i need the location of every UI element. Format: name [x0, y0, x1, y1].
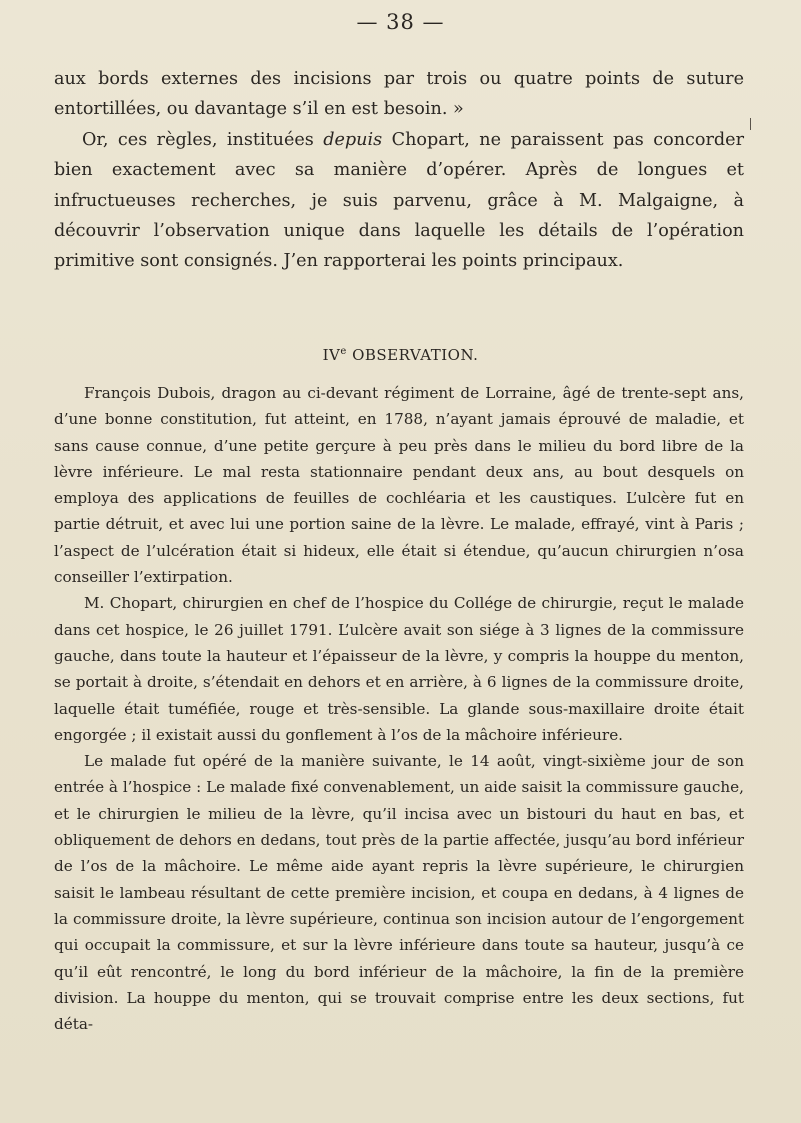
section-heading [0, 346, 801, 364]
intro-paragraph-2-end: Chopart, ne paraissent pas concorder bien exactement avec sa manière d’opérer. Après de longues et infructueuses recherches, je suis parvenu, grâce à M. Malgaigne, à découvrir l’observation unique dans laquelle les détails de l’opération primitive sont consignés. J’en rapporterai les points principaux. [54, 129, 744, 272]
observation-paragraph-3: Le malade fut opéré de la manière suivante, le 14 août, vingt-sixième jour de son entrée à l’hospice : Le malade fixé convenablement, un aide saisit la commissure gauche, et le chirurgien le milieu de la lèvre, qu’il incisa avec un bistouri du haut en bas, et obliquement de dehors en dedans, tout près de la partie affectée, jusqu’au bord inférieur de l’os de la mâchoire. Le même aide ayant repris la lèvre supérieure, le chirurgien saisit le lambeau résultant de cette première incision, et coupa en dedans, à 4 lignes de la commissure droite, la lèvre supérieure, continua son incision autour de l’engorgement qui occupait la commissure, et sur la lèvre inférieure dans toute sa hauteur, jusqu’à ce qu’il eût rencontré, le long du bord inférieur de la mâchoire, la fin de la première division. La houppe du menton, qui se trouvait comprise entre les deux sections, fut déta- [54, 752, 745, 1034]
intro-text [54, 64, 744, 277]
observation-paragraph-2: M. Chopart, chirurgien en chef de l’hospice du Collége de chirurgie, reçut le malade dans cet hospice, le 26 juillet 1791. L’ulcère avait son siége à 3 lignes de la commissure gauche, dans toute la hauteur et l’épaisseur de la lèvre, y compris la houppe du menton, se portait à droite, s’étendait en dehors et en arrière, à 6 lignes de la commissure droite, laquelle était tuméfiée, rouge et très-sensible. La glande sous-maxillaire droite était engorgée ; il existait aussi du gonflement à l’os de la mâchoire inférieure. [54, 594, 744, 744]
page-number: — 38 — [356, 10, 445, 34]
heading-numeral: IV [322, 346, 341, 364]
intro-paragraph-2 [54, 125, 744, 277]
heading-title: OBSERVATION. [346, 346, 479, 364]
ink-mark [750, 118, 751, 130]
observation-paragraph-1: François Dubois, dragon au ci-devant régiment de Lorraine, âgé de trente-sept ans, d’une bonne constitution, fut atteint, en 1788, n’ayant jamais éprouvé de maladie, et sans cause connue, d’une petite gerçure à peu près dans le milieu du bord libre de la lèvre inférieure. Le mal resta stationnaire pendant deux ans, au bout desquels on employa des applications de feuilles de cochléaria et les caustiques. L’ulcère fut en partie détruit, et avec lui une portion saine de la lèvre. Le malade, effrayé, vint à Paris ; l’aspect de l’ulcération était si hideux, elle était si étendue, qu’aucun chirurgien n’osa conseiller l’extirpation. [54, 384, 744, 587]
heading-superscript: e [340, 346, 347, 357]
intro-italic-word: depuis [323, 129, 383, 150]
observation-text [54, 380, 744, 1037]
intro-paragraph-2-start: Or, ces règles, instituées [82, 129, 324, 150]
intro-paragraph-1: aux bords externes des incisions par trois ou quatre points de suture entortillées, ou davantage s’il en est besoin. » [54, 69, 744, 120]
